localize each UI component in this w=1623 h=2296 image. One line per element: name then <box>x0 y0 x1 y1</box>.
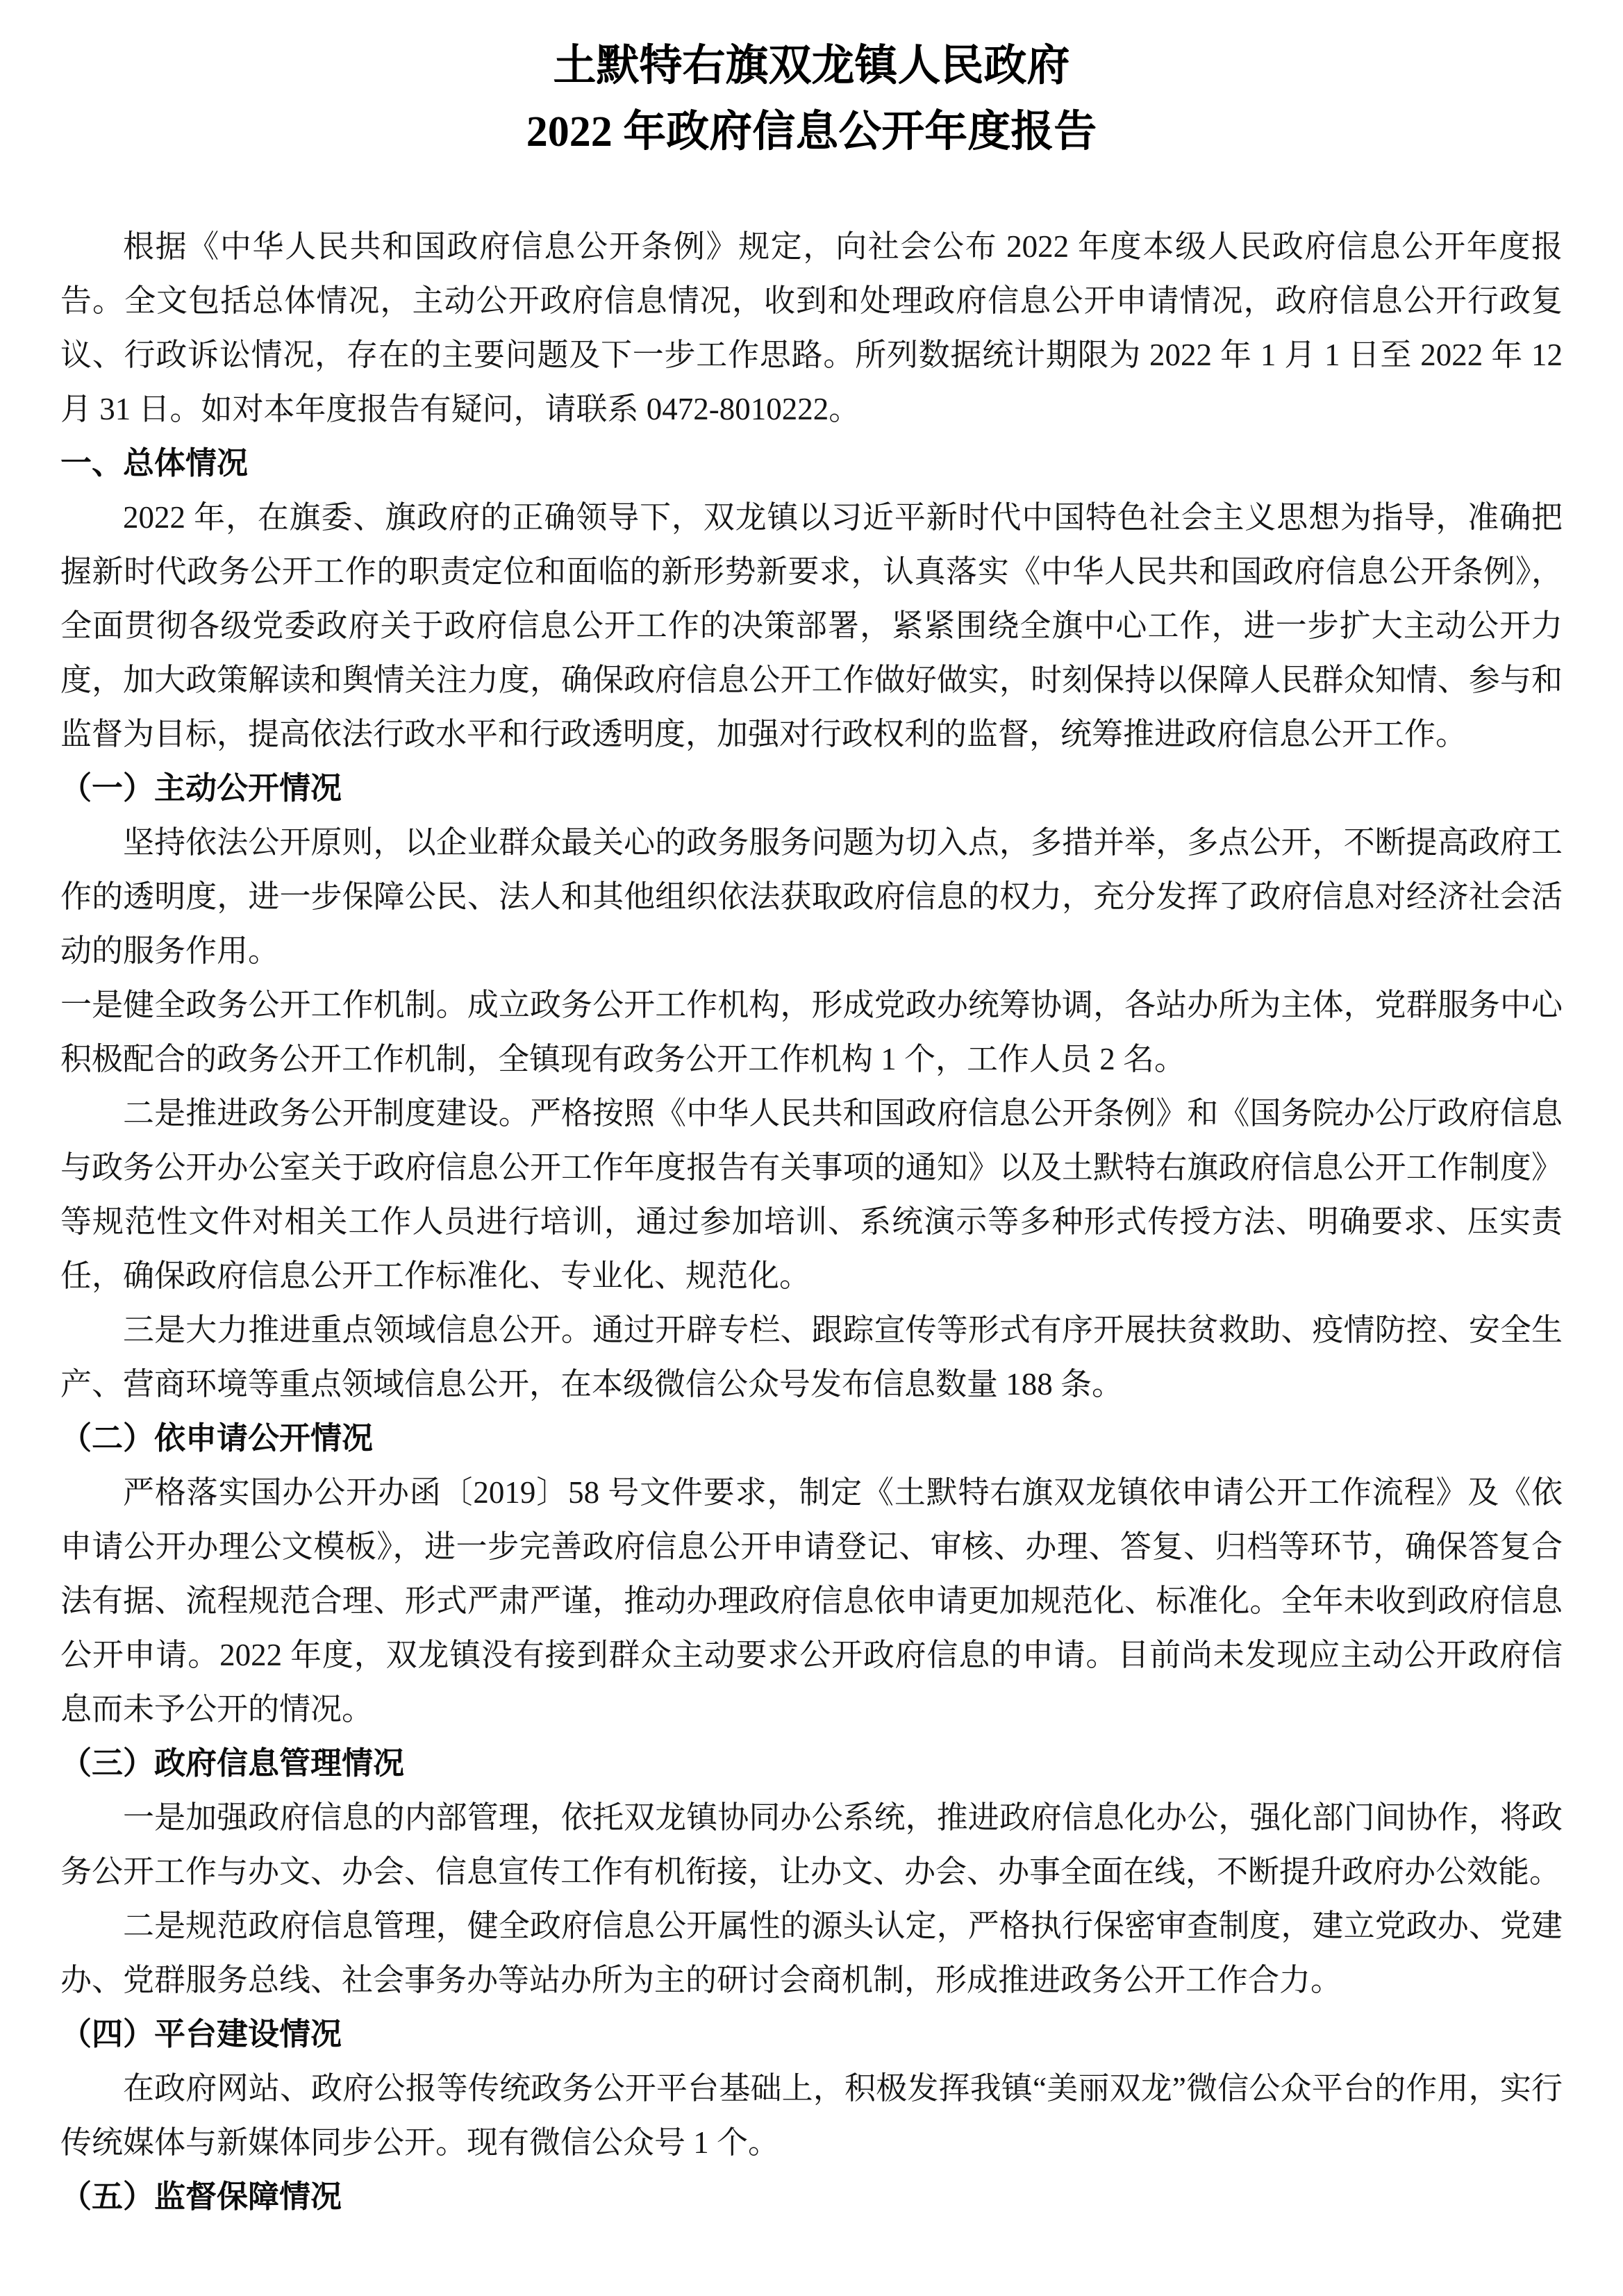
paragraph-overall-overview: 2022 年，在旗委、旗政府的正确领导下，双龙镇以习近平新时代中国特色社会主义思想为指导，准确把握新时代政务公开工作的职责定位和面临的新形势新要求，认真落实《中华人民共和国政府信息公开条例》，全面贯彻各级党委政府关于政府信息公开工作的决策部署，紧紧围绕全旗中心工作，进一步扩大主动公开力度，加大政策解读和舆情关注力度，确保政府信息公开工作做好做实，时刻保持以保障人民群众知情、参与和监督为目标，提高依法行政水平和行政透明度，加强对行政权利的监督，统筹推进政府信息公开工作。 <box>60 500 1563 751</box>
paragraph-third-key-areas: 三是大力推进重点领域信息公开。通过开辟专栏、跟踪宣传等形式有序开展扶贫救助、疫情防控、安全生产、营商环境等重点领域信息公开，在本级微信公众号发布信息数量 188 条。 <box>60 1313 1563 1401</box>
paragraph-internal-management: 一是加强政府信息的内部管理，依托双龙镇协同办公系统，推进政府信息化办公，强化部门间协作，将政务公开工作与办文、办会、信息宣传工作有机衔接，让办文、办会、办事全面在线，不断提升政府办公效能。 <box>60 1800 1563 1889</box>
heading-information-management: （三）政府信息管理情况 <box>60 1746 405 1781</box>
document-title-line-1: 土默特右旗双龙镇人民政府 <box>553 42 1070 90</box>
paragraph-upon-request-details: 严格落实国办公开办函〔2019〕58 号文件要求，制定《土默特右旗双龙镇依申请公开工作流程》及《依申请公开办理公文模板》，进一步完善政府信息公开申请登记、审核、办理、答复、归档等环节，确保答复合法有据、流程规范合理、形式严肃严谨，推动办理政府信息依申请更加规范化、标准化。全年未收到政府信息公开申请。2022 年度，双龙镇没有接到群众主动要求公开政府信息的申请。目前尚未发现应主动公开政府信息而未予公开的情况。 <box>60 1475 1563 1727</box>
heading-disclosure-upon-request: （二）依申请公开情况 <box>60 1421 374 1456</box>
heading-supervision-guarantee: （五）监督保障情况 <box>60 2179 342 2214</box>
heading-platform-construction: （四）平台建设情况 <box>60 2017 342 2052</box>
paragraph-second-system-building: 二是推进政务公开制度建设。严格按照《中华人民共和国政府信息公开条例》和《国务院办公厅政府信息与政务公开办公室关于政府信息公开工作年度报告有关事项的通知》以及土默特右旗政府信息公开工作制度》等规范性文件对相关工作人员进行培训，通过参加培训、系统演示等多种形式传授方法、明确要求、压实责任，确保政府信息公开工作标准化、专业化、规范化。 <box>60 1096 1563 1293</box>
heading-proactive-disclosure: （一）主动公开情况 <box>60 771 342 806</box>
paragraph-first-work-mechanism: 一是健全政务公开工作机制。成立政务公开工作机构，形成党政办统筹协调，各站办所为主体，党群服务中心积极配合的政务公开工作机制，全镇现有政务公开工作机构 1 个，工作人员 2 名。 <box>60 988 1563 1076</box>
heading-overall-situation: 一、总体情况 <box>60 445 249 481</box>
paragraph-intro: 根据《中华人民共和国政府信息公开条例》规定，向社会公布 2022 年度本级人民政府信息公开年度报告。全文包括总体情况，主动公开政府信息情况，收到和处理政府信息公开申请情况，政府信息公开行政复议、行政诉讼情况，存在的主要问题及下一步工作思路。所列数据统计期限为 2022 年 1 月 1 日至 2022 年 12 月 31 日。如对本年度报告有疑问，请联系 0472-8010222。 <box>60 229 1563 426</box>
document-title-line-2: 2022 年政府信息公开年度报告 <box>526 108 1097 156</box>
paragraph-standardize-management: 二是规范政府信息管理，健全政府信息公开属性的源头认定，严格执行保密审查制度，建立党政办、党建办、党群服务总线、社会事务办等站办所为主的研讨会商机制，形成推进政务公开工作合力。 <box>60 1908 1563 1997</box>
document-title <box>60 33 1563 165</box>
paragraph-platform-details: 在政府网站、政府公报等传统政务公开平台基础上，积极发挥我镇“美丽双龙”微信公众平台的作用，实行传统媒体与新媒体同步公开。现有微信公众号 1 个。 <box>60 2071 1563 2160</box>
paragraph-proactive-principle: 坚持依法公开原则，以企业群众最关心的政务服务问题为切入点，多措并举，多点公开，不断提高政府工作的透明度，进一步保障公民、法人和其他组织依法获取政府信息的权力，充分发挥了政府信息对经济社会活动的服务作用。 <box>60 825 1563 968</box>
